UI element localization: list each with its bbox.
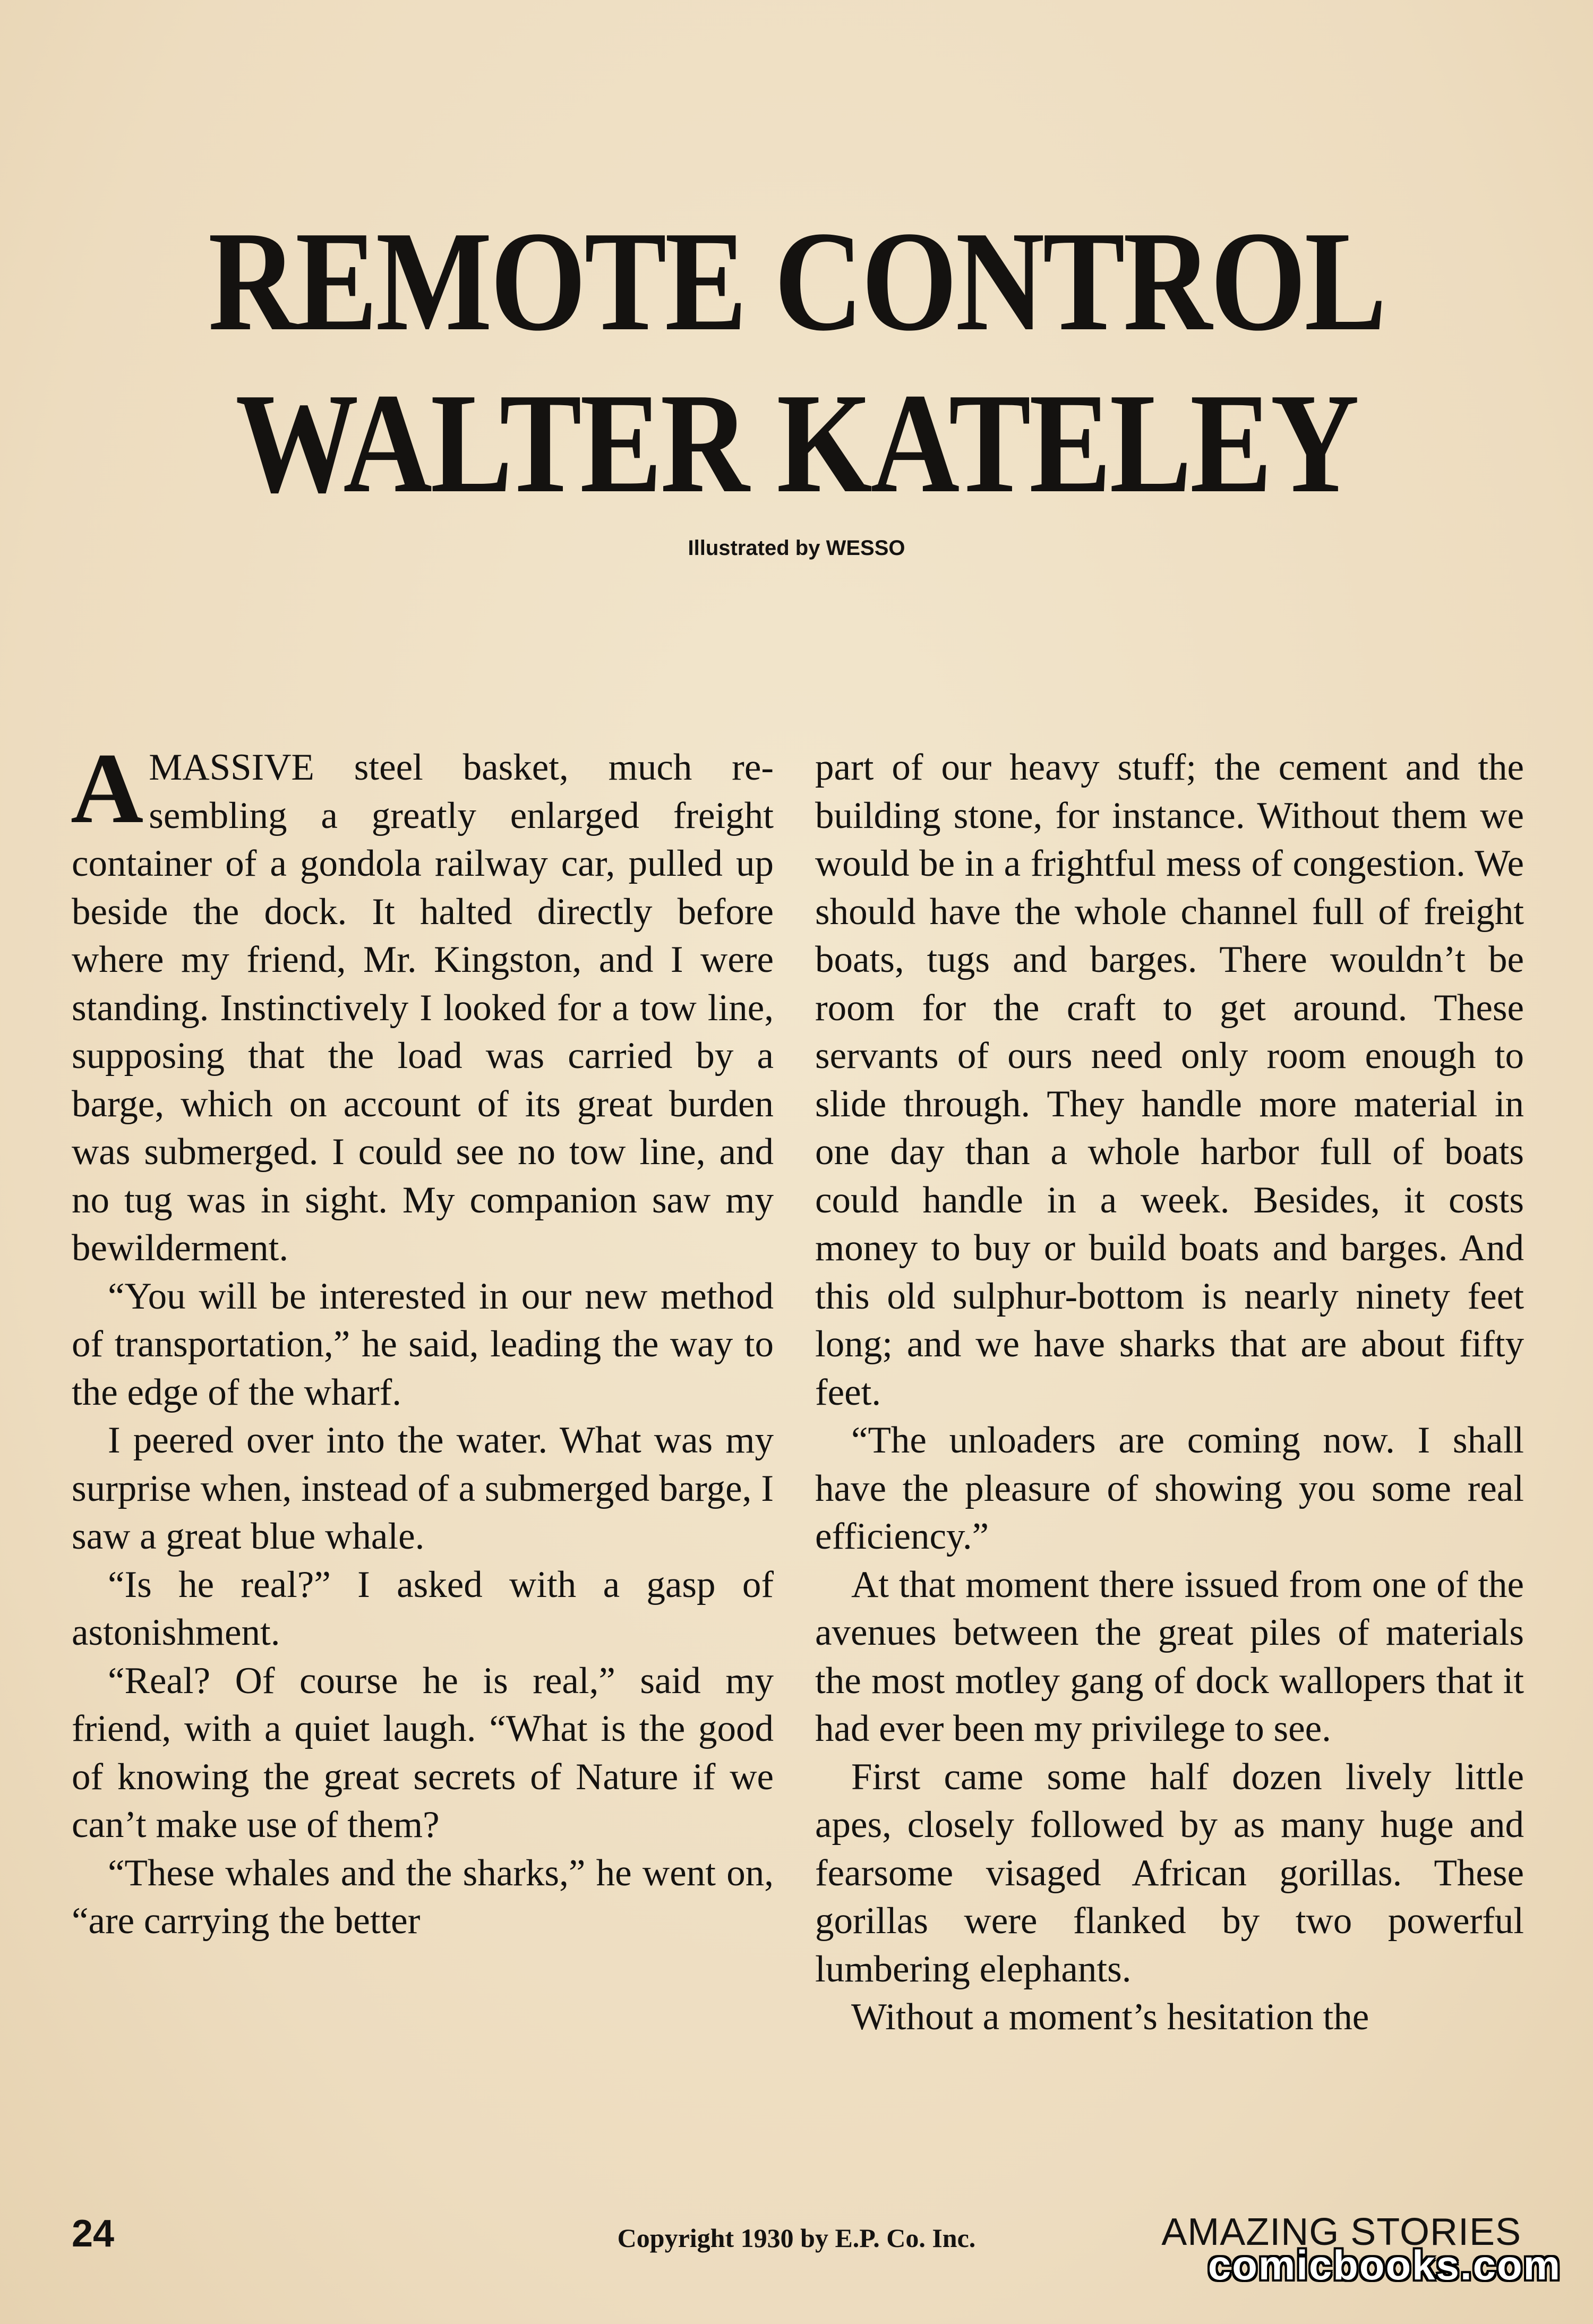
paragraph: “The unloaders are coming now. I shall have the pleasure of showing you some real efficiency.” [815, 1420, 1524, 1557]
drop-cap: A [71, 733, 144, 844]
paragraph: At that moment there issued from one of the avenues between the great piles of materials the most motley gang of dock wallopers that it had ever been my privilege to see. [815, 1563, 1524, 1749]
story-author: WALTER KATELEY [235, 364, 1358, 523]
left-text-column [71, 733, 774, 1945]
illustrator-credit: Illustrated by WESSO [688, 536, 905, 560]
paragraph: part of our heavy stuff; the cement and the building stone, for instance. Without them we would be in a frightful mess of congestion. We should have the whole channel full of freight boats, tugs and barges. There wouldn’t be room for the craft to get around. These servants of ours need only room enough to slide through. They handle more material in one day than a whole harbor full of boats could handle in a week. Besides, it costs money to buy or build boats and barges. And this old sulphur-bottom is nearly ninety feet long; and we have sharks that are about fifty feet. [815, 747, 1524, 1413]
story-title: REMOTE CONTROL [208, 202, 1385, 361]
paragraph: I peered over into the water. What was my surprise when, instead of a submerged barge, I saw a great blue whale. [72, 1420, 774, 1557]
copyright-notice: Copyright 1930 by E.P. Co. Inc. [617, 2223, 976, 2253]
page-number: 24 [72, 2212, 115, 2255]
magazine-name: AMAZING STORIES [1161, 2211, 1521, 2253]
paragraph: “Is he real?” I asked with a gasp of astonishment. [72, 1563, 774, 1653]
paragraph: “You will be interested in our new method of transportation,” he said, leading the way to the edge of the wharf. [72, 1275, 774, 1413]
paragraph: “Real? Of course he is real,” said my friend, with a quiet laugh. “What is the good of knowing the great secrets of Nature if we can’t make use of them? [72, 1660, 774, 1845]
right-text-column [815, 744, 1524, 2041]
paragraph: First came some half dozen lively little apes, closely followed by as many huge and fearsome visaged African gorillas. These gorillas were flanked by two powerful lumbering elephants. [815, 1756, 1524, 1990]
paragraph: Without a moment’s hesitation the [851, 1996, 1369, 2038]
paragraph [71, 733, 774, 1272]
paragraph-text: MASSIVE steel basket, much resembling a greatly enlarged freight container of a gondola railway car, pulled up beside the dock. It halted directly before where my friend, Mr. Kingston, and I were standing. Instinctively I looked for a tow line, supposing that the load was carried by a barge, which on account of its great burden was submerged. I could see no tow line, and no tug was in sight. My companion saw my bewilderment. [72, 747, 774, 1269]
site-watermark: comicbooks.com [1207, 2242, 1561, 2288]
paragraph: “These whales and the sharks,” he went on, “are carrying the better [72, 1852, 774, 1942]
